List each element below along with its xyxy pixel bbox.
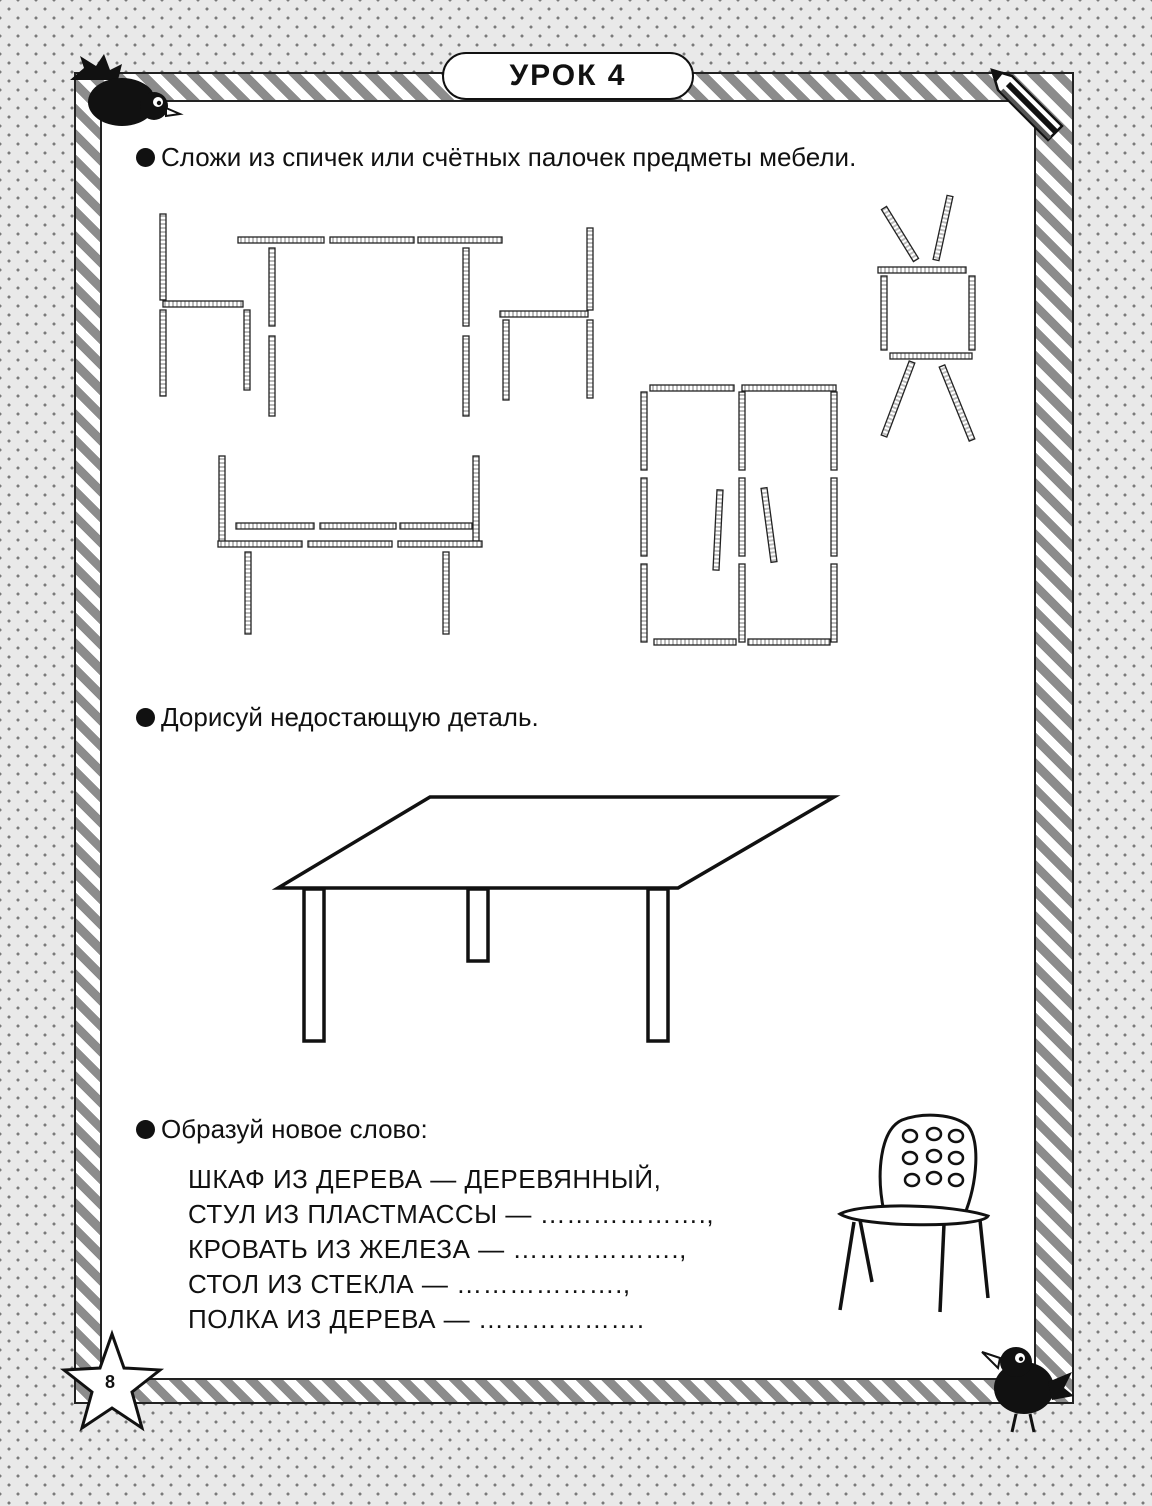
matchstick (641, 478, 647, 556)
matchstick-table-icon (238, 237, 502, 416)
crow-icon (968, 1342, 1078, 1437)
matchstick (713, 490, 723, 570)
word-line: ШКАФ ИЗ ДЕРЕВА — ДЕРЕВЯННЫЙ, (188, 1164, 662, 1194)
lesson-title: УРОК 4 (442, 52, 694, 100)
matchstick (831, 564, 837, 642)
word-exercise (188, 1162, 714, 1337)
matchstick (500, 311, 588, 317)
matchstick-furniture (0, 0, 1152, 700)
matchstick (881, 361, 915, 437)
word-line: ПОЛКА ИЗ ДЕРЕВА — ………………. (188, 1304, 645, 1334)
matchstick (742, 385, 836, 391)
task-1-text: Сложи из спичек или счётных палочек предметы мебели. (161, 142, 857, 172)
matchstick (400, 523, 472, 529)
table-missing-leg-icon (270, 788, 850, 1048)
matchstick (160, 214, 166, 300)
matchstick (463, 336, 469, 416)
matchstick (473, 456, 479, 542)
matchstick (881, 206, 918, 261)
matchstick (219, 456, 225, 542)
matchstick-bench-icon (218, 456, 482, 634)
task-2-text: Дорисуй недостающую деталь. (161, 702, 539, 732)
matchstick (890, 353, 972, 359)
matchstick (163, 301, 243, 307)
matchstick (881, 276, 887, 350)
matchstick (969, 276, 975, 350)
matchstick (831, 392, 837, 470)
matchstick (463, 248, 469, 326)
matchstick (878, 267, 966, 273)
matchstick (831, 478, 837, 556)
word-line: СТОЛ ИЗ СТЕКЛА — ………………., (188, 1269, 631, 1299)
matchstick (939, 365, 975, 441)
task-2 (136, 702, 539, 733)
matchstick (641, 392, 647, 470)
matchstick (269, 248, 275, 326)
word-line: СТУЛ ИЗ ПЛАСТМАССЫ — ………………., (188, 1199, 715, 1229)
matchstick (654, 639, 736, 645)
matchstick-chair-right-icon (500, 228, 593, 400)
matchstick (748, 639, 830, 645)
matchstick (236, 523, 314, 529)
matchstick (269, 336, 275, 416)
matchstick (398, 541, 482, 547)
matchstick-wardrobe-icon (641, 385, 837, 645)
matchstick (503, 320, 509, 400)
matchstick (238, 237, 324, 243)
matchstick (218, 541, 302, 547)
task-3-text: Образуй новое слово: (161, 1114, 428, 1144)
matchstick (650, 385, 734, 391)
matchstick (418, 237, 502, 243)
matchstick (641, 564, 647, 642)
plastic-chair-icon (832, 1112, 1002, 1317)
matchstick (739, 478, 745, 556)
bullet-icon (136, 1120, 155, 1139)
matchstick (761, 488, 777, 563)
matchstick-chair-left-icon (160, 214, 250, 396)
matchstick (245, 552, 251, 634)
matchstick (739, 392, 745, 470)
matchstick (587, 320, 593, 398)
word-line: КРОВАТЬ ИЗ ЖЕЛЕЗА — ………………., (188, 1234, 687, 1264)
matchstick (160, 310, 166, 396)
bullet-icon (136, 708, 155, 727)
matchstick (320, 523, 396, 529)
matchstick (587, 228, 593, 310)
matchstick (244, 310, 250, 390)
task-3 (136, 1114, 428, 1145)
matchstick (443, 552, 449, 634)
matchstick (330, 237, 414, 243)
matchstick (739, 564, 745, 642)
page-number: 8 (105, 1372, 116, 1392)
matchstick-tv-icon (878, 195, 975, 441)
matchstick (308, 541, 392, 547)
matchstick (933, 195, 953, 260)
